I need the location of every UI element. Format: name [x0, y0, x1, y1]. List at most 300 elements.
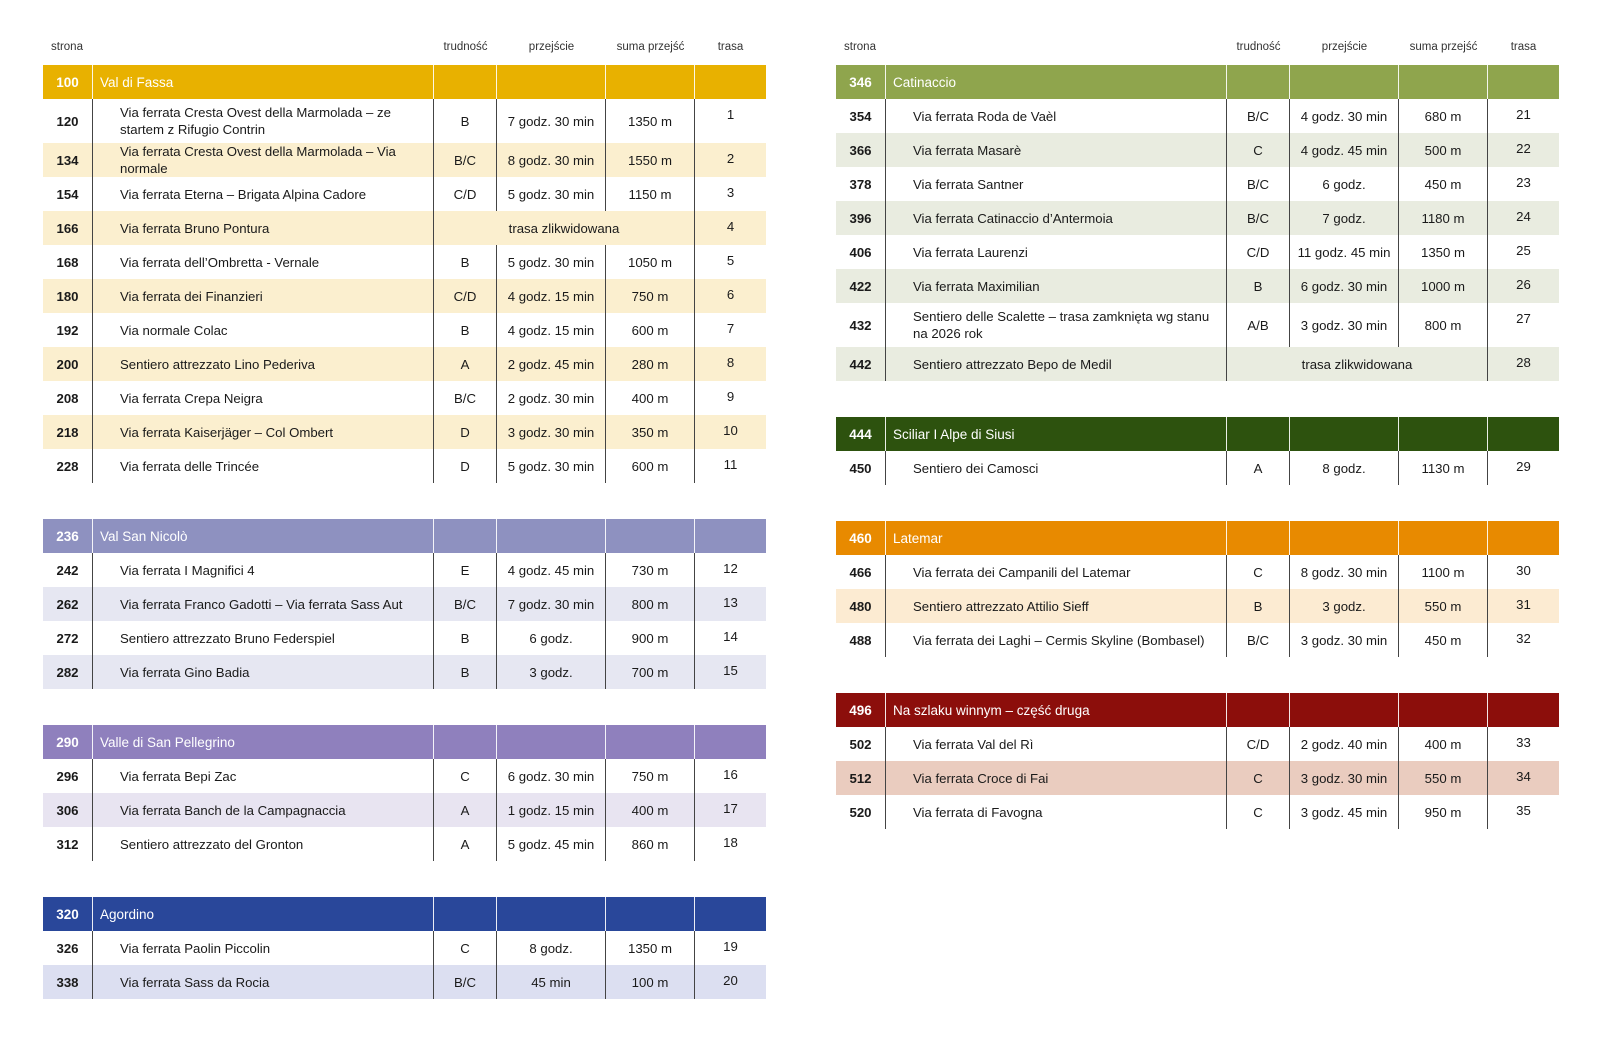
route-number: 29: [1516, 459, 1531, 474]
route-page: 242: [43, 553, 93, 587]
column-header-row: [836, 36, 1559, 58]
route-name: Sentiero dei Camosci: [886, 451, 1227, 485]
region-header-cell: [606, 897, 695, 931]
region-header: [43, 65, 766, 99]
route-page: 200: [43, 347, 93, 381]
route-page: 338: [43, 965, 93, 999]
region-header: [43, 897, 766, 931]
route-page: 154: [43, 177, 93, 211]
route-number: 12: [723, 561, 738, 576]
route-time: 7 godz.: [1290, 201, 1399, 235]
region-title: Na szlaku winnym – część druga: [886, 693, 1227, 727]
route-time: 7 godz. 30 min: [497, 587, 606, 621]
route-number: 11: [723, 457, 738, 472]
table-row: [43, 931, 766, 965]
route-page: 296: [43, 759, 93, 793]
route-name: Via ferrata Bruno Pontura: [93, 211, 434, 245]
table-row: [43, 415, 766, 449]
route-page: 354: [836, 99, 886, 133]
route-page: 272: [43, 621, 93, 655]
region-section: [43, 519, 766, 689]
route-name: Via ferrata Sass da Rocia: [93, 965, 434, 999]
route-number: 15: [723, 663, 738, 678]
route-elevation: 750 m: [606, 279, 695, 313]
route-number: 17: [723, 801, 738, 816]
column-header-row: [43, 36, 766, 58]
table-row: [43, 827, 766, 861]
route-difficulty: B/C: [434, 965, 497, 999]
route-time: 6 godz. 30 min: [1290, 269, 1399, 303]
table-row: [836, 167, 1559, 201]
route-elevation: 400 m: [606, 793, 695, 827]
region-header-cell: [1399, 417, 1488, 451]
route-difficulty: B/C: [434, 381, 497, 415]
route-difficulty: C: [1227, 795, 1290, 829]
region-header-cell: [1488, 693, 1559, 727]
route-time: 6 godz.: [497, 621, 606, 655]
route-name: Via ferrata Santner: [886, 167, 1227, 201]
route-difficulty: C/D: [1227, 727, 1290, 761]
route-page: 262: [43, 587, 93, 621]
route-time: 3 godz. 30 min: [497, 415, 606, 449]
route-name: Via ferrata dei Finanzieri: [93, 279, 434, 313]
region-header-cell: [606, 65, 695, 99]
route-page: 520: [836, 795, 886, 829]
route-number: 34: [1516, 769, 1531, 784]
route-time: 8 godz.: [497, 931, 606, 965]
header-suma: suma przejść: [616, 41, 685, 53]
route-number: 35: [1516, 803, 1531, 818]
table-row: [43, 965, 766, 999]
route-name: Via ferrata Cresta Ovest della Marmolada – ze startem z Rifugio Contrin: [93, 99, 434, 143]
region-header-cell: [1399, 693, 1488, 727]
route-number: 28: [1516, 355, 1531, 370]
route-difficulty: B: [1227, 589, 1290, 623]
table-row: [43, 655, 766, 689]
region-header: [836, 693, 1559, 727]
route-name: Via ferrata Banch de la Campagnaccia: [93, 793, 434, 827]
route-time: 1 godz. 15 min: [497, 793, 606, 827]
region-header-cell: [1290, 693, 1399, 727]
route-page: 306: [43, 793, 93, 827]
route-elevation: 950 m: [1399, 795, 1488, 829]
table-row: [836, 133, 1559, 167]
region-header-cell: [1227, 65, 1290, 99]
route-name: Sentiero attrezzato del Gronton: [93, 827, 434, 861]
route-difficulty: B: [434, 655, 497, 689]
route-number: 7: [726, 321, 735, 336]
route-time: 4 godz. 45 min: [1290, 133, 1399, 167]
route-difficulty: B/C: [1227, 201, 1290, 235]
header-strona: strona: [51, 41, 83, 53]
region-header-cell: [497, 897, 606, 931]
route-difficulty: B: [434, 245, 497, 279]
route-number: 30: [1516, 563, 1531, 578]
region-header: [836, 65, 1559, 99]
route-time: 2 godz. 40 min: [1290, 727, 1399, 761]
route-elevation: 1150 m: [606, 177, 695, 211]
table-row: [43, 381, 766, 415]
route-difficulty: C: [1227, 555, 1290, 589]
route-number: 2: [726, 151, 735, 166]
route-number: 3: [726, 185, 735, 200]
route-time: 3 godz. 30 min: [1290, 623, 1399, 657]
route-time: 6 godz.: [1290, 167, 1399, 201]
region-section: [836, 65, 1559, 381]
region-header-cell: [1399, 65, 1488, 99]
route-difficulty: B/C: [1227, 623, 1290, 657]
region-title: Catinaccio: [886, 65, 1227, 99]
route-number: 4: [726, 219, 735, 234]
region-header-cell: [434, 897, 497, 931]
route-elevation: 1000 m: [1399, 269, 1488, 303]
route-elevation: 600 m: [606, 449, 695, 483]
table-row: [43, 313, 766, 347]
route-page: 218: [43, 415, 93, 449]
route-elevation: 800 m: [606, 587, 695, 621]
route-page: 120: [43, 99, 93, 143]
route-number: 18: [723, 835, 738, 850]
route-name: Via normale Colac: [93, 313, 434, 347]
table-row: [836, 589, 1559, 623]
route-name: Via ferrata di Favogna: [886, 795, 1227, 829]
route-name: Sentiero attrezzato Attilio Sieff: [886, 589, 1227, 623]
route-elevation: 550 m: [1399, 761, 1488, 795]
route-elevation: 400 m: [1399, 727, 1488, 761]
route-name: Via ferrata Laurenzi: [886, 235, 1227, 269]
table-row: [836, 99, 1559, 133]
route-time: 2 godz. 45 min: [497, 347, 606, 381]
route-time: 5 godz. 30 min: [497, 449, 606, 483]
region-page: 444: [836, 417, 886, 451]
route-time: 5 godz. 45 min: [497, 827, 606, 861]
route-name: Sentiero attrezzato Bruno Federspiel: [93, 621, 434, 655]
route-elevation: 1100 m: [1399, 555, 1488, 589]
route-elevation: 550 m: [1399, 589, 1488, 623]
region-header-cell: [1227, 693, 1290, 727]
region-section: [836, 521, 1559, 657]
table-row: [836, 555, 1559, 589]
route-number: 13: [723, 595, 738, 610]
route-time: 3 godz. 30 min: [1290, 761, 1399, 795]
region-section: [43, 65, 766, 483]
route-name: Via ferrata dell’Ombretta - Vernale: [93, 245, 434, 279]
table-row: [43, 553, 766, 587]
header-przejscie: przejście: [528, 41, 575, 53]
region-header-cell: [1227, 417, 1290, 451]
route-name: Via ferrata Gino Badia: [93, 655, 434, 689]
header-suma: suma przejść: [1409, 41, 1478, 53]
route-elevation: 400 m: [606, 381, 695, 415]
route-name: Via ferrata Val del Rì: [886, 727, 1227, 761]
route-number: 32: [1516, 631, 1531, 646]
route-number: 21: [1516, 107, 1531, 122]
route-difficulty: C: [1227, 761, 1290, 795]
table-row: [43, 245, 766, 279]
route-difficulty: C/D: [1227, 235, 1290, 269]
route-name: Via ferrata I Magnifici 4: [93, 553, 434, 587]
route-time: 8 godz. 30 min: [497, 143, 606, 177]
route-name: Via ferrata Crepa Neigra: [93, 381, 434, 415]
route-difficulty: E: [434, 553, 497, 587]
region-title: Agordino: [93, 897, 434, 931]
route-number: 25: [1516, 243, 1531, 258]
table-row: [43, 793, 766, 827]
route-number: 20: [723, 973, 738, 988]
region-header-cell: [497, 65, 606, 99]
route-page: 512: [836, 761, 886, 795]
region-header-cell: [606, 519, 695, 553]
route-difficulty: B/C: [434, 143, 497, 177]
table-row: [836, 201, 1559, 235]
route-elevation: 1350 m: [606, 931, 695, 965]
route-elevation: 1550 m: [606, 143, 695, 177]
route-elevation: 1350 m: [606, 99, 695, 143]
route-elevation: 450 m: [1399, 623, 1488, 657]
route-number: 16: [723, 767, 738, 782]
region-title: Val San Nicolò: [93, 519, 434, 553]
route-time: 2 godz. 30 min: [497, 381, 606, 415]
route-name: Via ferrata dei Laghi – Cermis Skyline (Bombasel): [886, 623, 1227, 657]
route-name: Sentiero delle Scalette – trasa zamknięta wg stanu na 2026 rok: [886, 303, 1227, 347]
route-difficulty: B/C: [1227, 167, 1290, 201]
route-number: 10: [723, 423, 738, 438]
route-time: 45 min: [497, 965, 606, 999]
route-time: 4 godz. 15 min: [497, 313, 606, 347]
route-difficulty: B: [1227, 269, 1290, 303]
region-page: 496: [836, 693, 886, 727]
region-header-cell: [695, 725, 766, 759]
route-time: 6 godz. 30 min: [497, 759, 606, 793]
route-page: 422: [836, 269, 886, 303]
route-time: 8 godz.: [1290, 451, 1399, 485]
route-difficulty: A: [434, 347, 497, 381]
route-number: 1: [726, 107, 735, 122]
region-header-cell: [1399, 521, 1488, 555]
region-section: [836, 417, 1559, 485]
route-page: 366: [836, 133, 886, 167]
route-difficulty: C/D: [434, 279, 497, 313]
route-difficulty: B: [434, 621, 497, 655]
route-elevation: 750 m: [606, 759, 695, 793]
route-name: Via ferrata dei Campanili del Latemar: [886, 555, 1227, 589]
route-number: 19: [723, 939, 738, 954]
route-elevation: 1180 m: [1399, 201, 1488, 235]
table-row: [43, 587, 766, 621]
table-row: [836, 795, 1559, 829]
left-sections: [43, 65, 766, 999]
region-header-cell: [1488, 521, 1559, 555]
route-time: 4 godz. 30 min: [1290, 99, 1399, 133]
header-trudnosc: trudność: [443, 41, 488, 53]
table-row: [836, 347, 1559, 381]
region-title: Valle di San Pellegrino: [93, 725, 434, 759]
route-time: 11 godz. 45 min: [1290, 235, 1399, 269]
route-name: Via ferrata Bepi Zac: [93, 759, 434, 793]
route-status: trasa zlikwidowana: [434, 211, 695, 245]
route-elevation: 1350 m: [1399, 235, 1488, 269]
route-page: 312: [43, 827, 93, 861]
region-section: [43, 725, 766, 861]
route-difficulty: A: [434, 793, 497, 827]
route-difficulty: D: [434, 449, 497, 483]
route-page: 134: [43, 143, 93, 177]
region-header-cell: [1488, 417, 1559, 451]
table-row: [836, 303, 1559, 347]
region-header-cell: [434, 65, 497, 99]
table-row: [43, 99, 766, 143]
route-difficulty: A/B: [1227, 303, 1290, 347]
route-elevation: 100 m: [606, 965, 695, 999]
route-page: 378: [836, 167, 886, 201]
right-sections: [836, 65, 1559, 829]
region-title: Val di Fassa: [93, 65, 434, 99]
route-difficulty: B: [434, 313, 497, 347]
route-elevation: 450 m: [1399, 167, 1488, 201]
route-status: trasa zlikwidowana: [1227, 347, 1488, 381]
left-column: [43, 36, 766, 999]
region-header-cell: [1227, 521, 1290, 555]
header-przejscie: przejście: [1321, 41, 1368, 53]
route-name: Via ferrata Roda de Vaèl: [886, 99, 1227, 133]
route-time: 5 godz. 30 min: [497, 245, 606, 279]
region-header-cell: [695, 519, 766, 553]
route-number: 26: [1516, 277, 1531, 292]
route-page: 168: [43, 245, 93, 279]
route-difficulty: A: [434, 827, 497, 861]
route-elevation: 700 m: [606, 655, 695, 689]
route-number: 27: [1516, 311, 1531, 326]
route-elevation: 730 m: [606, 553, 695, 587]
route-name: Via ferrata Paolin Piccolin: [93, 931, 434, 965]
route-number: 5: [726, 253, 735, 268]
route-page: 208: [43, 381, 93, 415]
region-title: Sciliar I Alpe di Siusi: [886, 417, 1227, 451]
table-row: [836, 727, 1559, 761]
route-page: 488: [836, 623, 886, 657]
route-difficulty: B/C: [1227, 99, 1290, 133]
route-page: 396: [836, 201, 886, 235]
region-header-cell: [1290, 65, 1399, 99]
route-page: 180: [43, 279, 93, 313]
route-name: Sentiero attrezzato Lino Pederiva: [93, 347, 434, 381]
route-page: 326: [43, 931, 93, 965]
region-header-cell: [1290, 521, 1399, 555]
route-page: 466: [836, 555, 886, 589]
route-elevation: 860 m: [606, 827, 695, 861]
route-page: 432: [836, 303, 886, 347]
route-time: 3 godz. 45 min: [1290, 795, 1399, 829]
route-difficulty: C/D: [434, 177, 497, 211]
table-row: [43, 621, 766, 655]
route-difficulty: C: [434, 759, 497, 793]
table-row: [43, 347, 766, 381]
route-number: 22: [1516, 141, 1531, 156]
region-header: [836, 521, 1559, 555]
route-number: 24: [1516, 209, 1531, 224]
table-row: [43, 759, 766, 793]
route-page: 480: [836, 589, 886, 623]
route-page: 282: [43, 655, 93, 689]
route-name: Sentiero attrezzato Bepo de Medil: [886, 347, 1227, 381]
region-page: 460: [836, 521, 886, 555]
route-number: 31: [1516, 597, 1531, 612]
route-time: 4 godz. 15 min: [497, 279, 606, 313]
route-number: 33: [1516, 735, 1531, 750]
route-difficulty: B/C: [434, 587, 497, 621]
region-header: [836, 417, 1559, 451]
route-page: 192: [43, 313, 93, 347]
route-page: 442: [836, 347, 886, 381]
route-elevation: 500 m: [1399, 133, 1488, 167]
route-time: 5 godz. 30 min: [497, 177, 606, 211]
header-trasa: trasa: [1510, 41, 1537, 53]
region-header-cell: [1290, 417, 1399, 451]
region-header-cell: [695, 897, 766, 931]
region-header-cell: [606, 725, 695, 759]
region-page: 320: [43, 897, 93, 931]
route-elevation: 1050 m: [606, 245, 695, 279]
table-row: [836, 269, 1559, 303]
table-row: [43, 211, 766, 245]
region-page: 290: [43, 725, 93, 759]
route-difficulty: C: [1227, 133, 1290, 167]
route-page: 166: [43, 211, 93, 245]
route-time: 3 godz. 30 min: [1290, 303, 1399, 347]
route-page: 406: [836, 235, 886, 269]
table-row: [43, 279, 766, 313]
route-name: Via ferrata delle Trincée: [93, 449, 434, 483]
route-time: 3 godz.: [497, 655, 606, 689]
route-name: Via ferrata Maximilian: [886, 269, 1227, 303]
region-page: 100: [43, 65, 93, 99]
region-header-cell: [434, 519, 497, 553]
route-page: 450: [836, 451, 886, 485]
header-trudnosc: trudność: [1236, 41, 1281, 53]
route-page: 502: [836, 727, 886, 761]
route-elevation: 600 m: [606, 313, 695, 347]
region-header-cell: [695, 65, 766, 99]
route-difficulty: A: [1227, 451, 1290, 485]
region-title: Latemar: [886, 521, 1227, 555]
region-header: [43, 725, 766, 759]
header-trasa: trasa: [717, 41, 744, 53]
route-elevation: 800 m: [1399, 303, 1488, 347]
region-page: 346: [836, 65, 886, 99]
route-time: 7 godz. 30 min: [497, 99, 606, 143]
route-name: Via ferrata Masarè: [886, 133, 1227, 167]
route-elevation: 350 m: [606, 415, 695, 449]
region-header-cell: [434, 725, 497, 759]
route-name: Via ferrata Eterna – Brigata Alpina Cadore: [93, 177, 434, 211]
route-number: 9: [726, 389, 735, 404]
route-name: Via ferrata Kaiserjäger – Col Ombert: [93, 415, 434, 449]
route-difficulty: D: [434, 415, 497, 449]
route-name: Via ferrata Cresta Ovest della Marmolada – Via normale: [93, 143, 434, 177]
region-header-cell: [497, 519, 606, 553]
route-elevation: 900 m: [606, 621, 695, 655]
route-number: 8: [726, 355, 735, 370]
route-time: 8 godz. 30 min: [1290, 555, 1399, 589]
route-name: Via ferrata Croce di Fai: [886, 761, 1227, 795]
region-header: [43, 519, 766, 553]
table-row: [43, 449, 766, 483]
route-elevation: 680 m: [1399, 99, 1488, 133]
table-row: [43, 177, 766, 211]
route-number: 14: [723, 629, 738, 644]
route-time: 3 godz.: [1290, 589, 1399, 623]
right-column: [836, 36, 1559, 829]
